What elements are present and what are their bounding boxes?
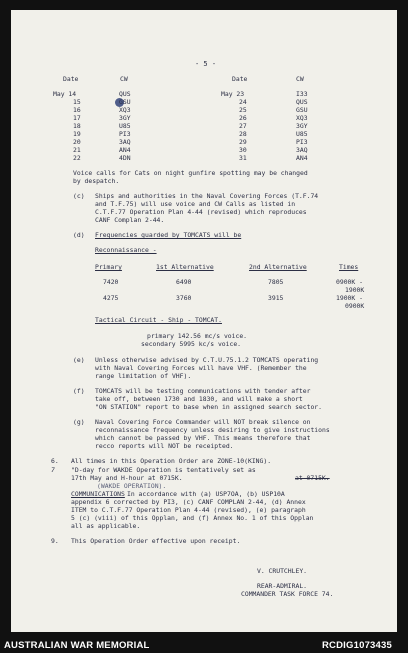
para-c-line: Ships and authorities in the Naval Covering Forces (T.F.74 (95, 192, 319, 200)
table-row-right-cw: I33 (296, 90, 308, 98)
para-c-line: C.T.F.77 Operation Plan 4-44 (revised) which reproduces (95, 208, 307, 216)
para-f-label: (f) (73, 387, 85, 395)
para-8-line: In accordance with (a) USP7OA, (b) USP10A (127, 490, 285, 498)
para-f-line: TOMCATS will be testing communications with tender after (95, 387, 311, 395)
freq-cell: 4275 (103, 294, 119, 302)
document-page (11, 10, 397, 632)
freq-cell: 1900K - (336, 294, 363, 302)
table-row-right-cw: QUS (296, 98, 308, 106)
table-row-right-date: 31 (239, 154, 247, 162)
para-g-line: Naval Covering Force Commander will NOT break silence on (95, 418, 311, 426)
archive-footer (0, 636, 408, 653)
table-row-right-date: 27 (239, 122, 247, 130)
table-row-right-cw: PI3 (296, 138, 308, 146)
para-g-line: which cannot be passed by VHF. This means therefore that (95, 434, 311, 442)
para-8-line: ITEM to C.T.F.77 Operation Plan 4-44 (revised), (e) paragraph (71, 506, 306, 514)
archive-reference: RCDIG1073435 (322, 640, 392, 651)
freq-cell: 0900K - (336, 278, 363, 286)
table-row-right-date: 26 (239, 114, 247, 122)
table-row-left-date: 16 (73, 106, 81, 114)
table-header-date-left: Date (63, 75, 79, 83)
para-7-struck-text: at 0715K. (295, 474, 330, 482)
freq-header-2nd-alt: 2nd Alternative (249, 263, 307, 271)
table-row-left-date: May 14 (53, 90, 77, 98)
table-header-cw-right: CW (296, 75, 304, 83)
table-row-right-cw: AN4 (296, 154, 308, 162)
signature-name: V. CRUTCHLEY. (257, 567, 308, 575)
recon-heading: Reconnaissance - (95, 246, 157, 254)
freq-header-primary: Primary (95, 263, 122, 271)
voice-note-line: Voice calls for Cats on night gunfire spotting may be changed (73, 169, 308, 177)
para-6-number: 6. (51, 457, 59, 465)
table-row-left-date: 15 (73, 98, 81, 106)
freq-cell: 0900K (345, 302, 365, 310)
table-row-right-date: May 23 (221, 90, 245, 98)
freq-cell: 3915 (268, 294, 284, 302)
para-8-line: 5 (c) (viii) of this Opplan, and (f) Annex No. 1 of this Opplan (71, 514, 314, 522)
table-header-date-right: Date (232, 75, 248, 83)
table-row-right-date: 28 (239, 130, 247, 138)
table-row-right-date: 24 (239, 98, 247, 106)
para-8-lead: COMMUNICATIONS (71, 490, 125, 498)
table-row-left-cw: AN4 (119, 146, 131, 154)
freq-cell: 1900K (345, 286, 365, 294)
table-row-left-cw: 4DN (119, 154, 131, 162)
table-header-cw-left: CW (120, 75, 128, 83)
para-g-label: (g) (73, 418, 85, 426)
table-row-right-date: 30 (239, 146, 247, 154)
voice-note-line: by despatch. (73, 177, 120, 185)
table-row-left-cw: PI3 (119, 130, 131, 138)
para-7-line: "D-day for WAKDE Operation is tentatively set as (71, 466, 256, 474)
table-row-left-cw: 3GY (119, 114, 131, 122)
para-9-number: 9. (51, 537, 59, 545)
table-row-left-cw: U85 (119, 122, 131, 130)
para-c-line: and T.F.75) will use voice and CW Calls as listed in (95, 200, 296, 208)
table-row-right-cw: XQ3 (296, 114, 308, 122)
tactical-secondary: secondary 5995 kc/s voice. (141, 340, 242, 348)
para-7-line: 17th May and H-hour at 0715K. (71, 474, 183, 482)
table-row-right-cw: U85 (296, 130, 308, 138)
table-row-right-cw: GSU (296, 106, 308, 114)
para-e-line: Unless otherwise advised by C.T.U.75.1.2 TOMCATS operating (95, 356, 319, 364)
table-row-left-cw: GSU (119, 98, 131, 106)
table-row-left-date: 21 (73, 146, 81, 154)
para-c-label: (c) (73, 192, 85, 200)
table-row-left-date: 22 (73, 154, 81, 162)
para-g-line: reconnaissance frequency unless desiring to give instructions (95, 426, 330, 434)
table-row-left-date: 19 (73, 130, 81, 138)
signature-title: COMMANDER TASK FORCE 74. (241, 590, 334, 598)
table-row-left-cw: XQ3 (119, 106, 131, 114)
para-d-label: (d) (73, 231, 85, 239)
freq-header-1st-alt: 1st Alternative (156, 263, 214, 271)
tactical-circuit-heading: Tactical Circuit - Ship - TOMCAT. (95, 316, 222, 324)
table-row-right-cw: 3AQ (296, 146, 308, 154)
para-d-title: Frequencies guarded by TOMCATS will be (95, 231, 242, 239)
para-8-line: all as applicable. (71, 522, 141, 530)
para-7-number: 7 (51, 466, 55, 474)
para-7-note: (WAKDE OPERATION). (97, 482, 167, 490)
archive-name: AUSTRALIAN WAR MEMORIAL (4, 640, 150, 651)
page-number: - 5 - (195, 60, 217, 68)
para-9-text: This Operation Order effective upon receipt. (71, 537, 241, 545)
table-row-left-cw: 3AQ (119, 138, 131, 146)
table-row-left-cw: QUS (119, 90, 131, 98)
para-g-line: recco reports will NOT be receipted. (95, 442, 234, 450)
tactical-primary: primary 142.56 mc/s voice. (147, 332, 248, 340)
freq-cell: 7805 (268, 278, 284, 286)
signature-rank: REAR-ADMIRAL. (257, 582, 308, 590)
para-e-label: (e) (73, 356, 85, 364)
table-row-left-date: 17 (73, 114, 81, 122)
freq-cell: 7420 (103, 278, 119, 286)
freq-header-times: Times (339, 263, 359, 271)
para-e-line: range limitation of VHF). (95, 372, 192, 380)
para-c-line: CANF Complan 2-44. (95, 216, 165, 224)
table-row-right-cw: 3GY (296, 122, 308, 130)
table-row-right-date: 29 (239, 138, 247, 146)
para-6-text: All times in this Operation Order are ZONE-10(KING). (71, 457, 272, 465)
para-f-line: take off, between 1730 and 1830, and will make a short (95, 395, 303, 403)
para-8-line: appendix 6 corrected by PI3, (c) CANF COMPLAN 2-44, (d) Annex (71, 498, 306, 506)
table-row-left-date: 20 (73, 138, 81, 146)
table-row-right-date: 25 (239, 106, 247, 114)
para-e-line: with Naval Covering Forces will have VHF. (Remember the (95, 364, 307, 372)
freq-cell: 6490 (176, 278, 192, 286)
table-row-left-date: 18 (73, 122, 81, 130)
para-f-line: "ON STATION" report to base when in assigned search sector. (95, 403, 323, 411)
freq-cell: 3760 (176, 294, 192, 302)
